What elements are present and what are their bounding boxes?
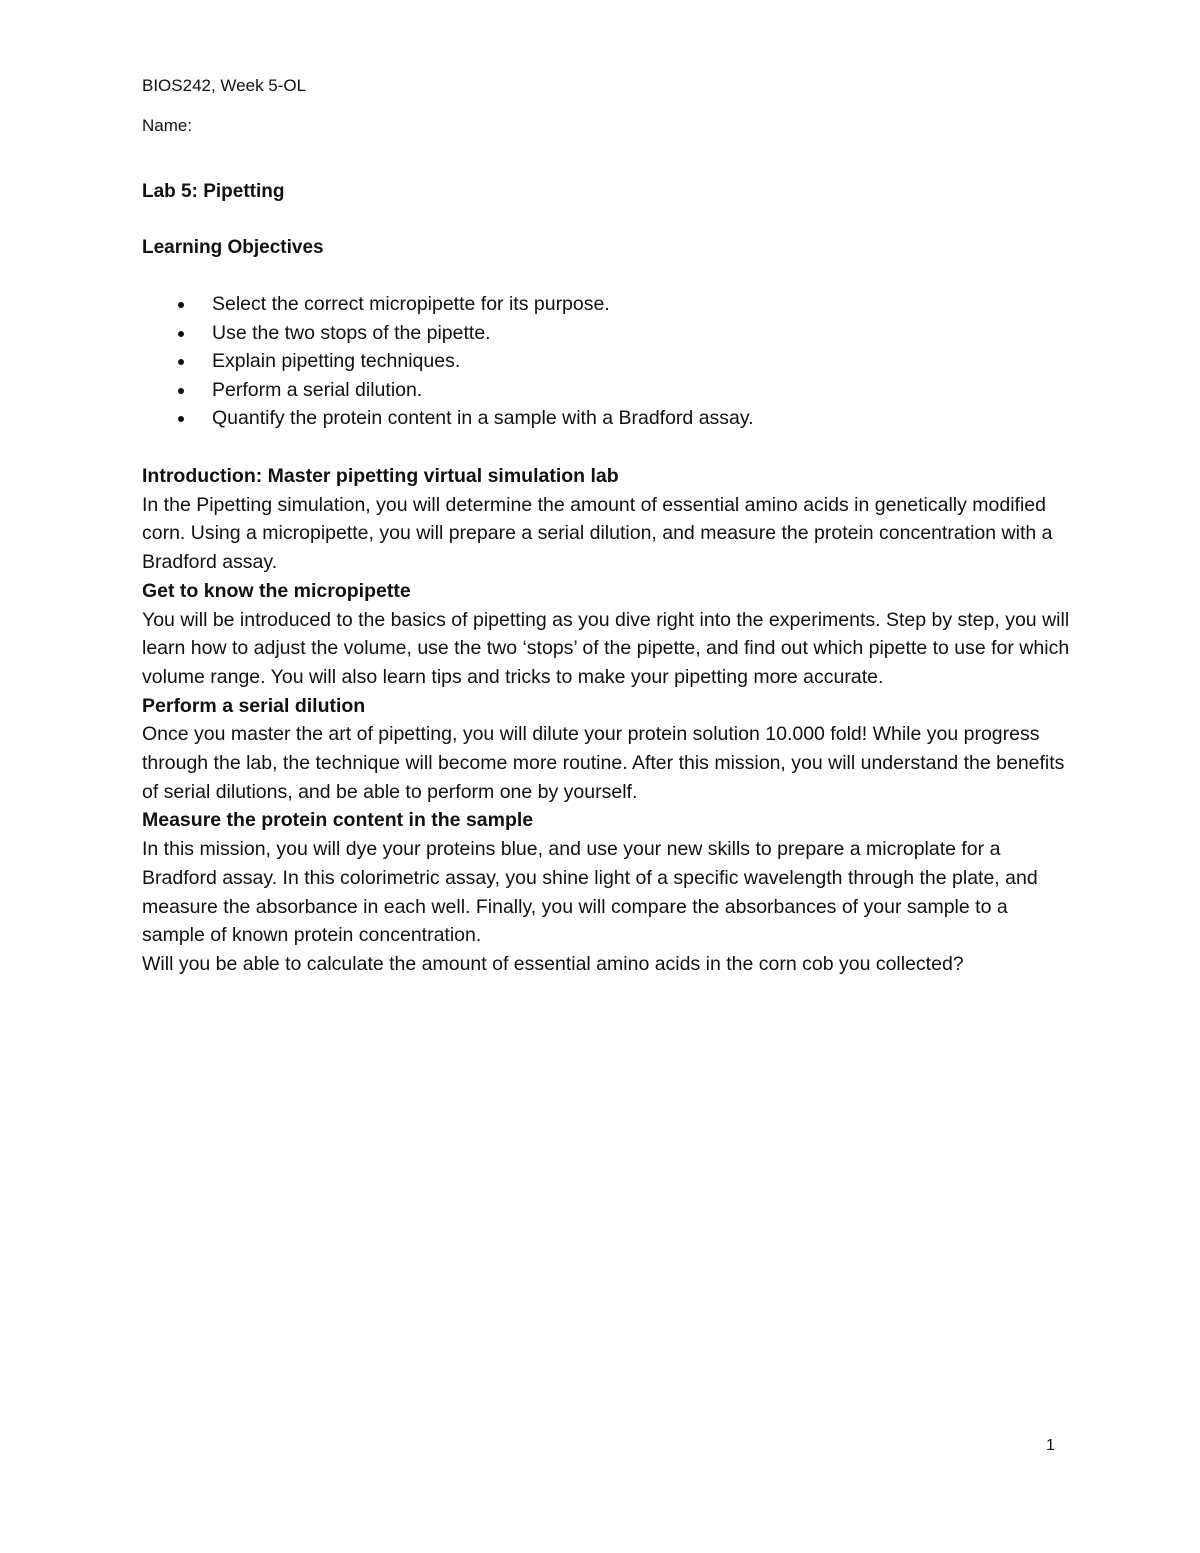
section-text-introduction: In the Pipetting simulation, you will determine the amount of essential amino acids in genetically modified corn. Using a micropipette, you will prepare a serial dilution, and measure the protein concentration with a Bradford assay. — [142, 493, 1053, 574]
objective-text: Select the correct micropipette for its purpose. — [212, 293, 610, 315]
section-heading-introduction: Introduction: Master pipetting virtual simulation lab — [142, 465, 619, 487]
section-text-micropipette: You will be introduced to the basics of pipetting as you dive right into the experiments. Step by step, you will learn how to adjust the volume, use the two ‘stops’ of the pipette, and find out which pipette to use for which volume range. You will also learn tips and tricks to make your pipetting more accurate. — [142, 608, 1070, 688]
bullet-icon — [178, 331, 184, 337]
section-text-protein-content: In this mission, you will dye your proteins blue, and use your new skills to prepare a microplate for a Bradford assay. In this colorimetric assay, you shine light of a specific wavelength through the plate, and measure the absorbance in each well. Finally, you will compare the absorbances of your sample to a sample of known protein concentration. — [142, 838, 1038, 947]
objective-item — [142, 319, 754, 348]
objective-text: Explain pipetting techniques. — [212, 350, 461, 372]
section-text-serial-dilution: Once you master the art of pipetting, you will dilute your protein solution 10.000 fold! While you progress through the lab, the technique will become more routine. After this mission, you will understand the benefits of serial dilutions, and be able to perform one by yourself. — [142, 723, 1065, 803]
objectives-list — [142, 290, 754, 433]
objective-item — [142, 290, 754, 319]
bullet-icon — [178, 416, 184, 422]
lab-title: Lab 5: Pipetting — [142, 181, 285, 202]
objective-item — [142, 347, 754, 376]
bullet-icon — [178, 388, 184, 394]
closing-question: Will you be able to calculate the amount of essential amino acids in the corn cob you collected? — [142, 952, 964, 975]
objective-item — [142, 376, 754, 405]
bullet-icon — [178, 302, 184, 308]
name-label: Name: — [142, 116, 193, 135]
bullet-icon — [178, 359, 184, 365]
section-heading-protein-content: Measure the protein content in the sample — [142, 809, 534, 832]
objective-item — [142, 404, 754, 433]
body-text-block — [142, 462, 1072, 979]
learning-objectives-heading: Learning Objectives — [142, 237, 324, 258]
objective-text: Perform a serial dilution. — [212, 378, 423, 401]
objective-text: Use the two stops of the pipette. — [212, 321, 491, 344]
section-heading-micropipette: Get to know the micropipette — [142, 579, 411, 602]
objective-text: Quantify the protein content in a sample with a Bradford assay. — [212, 407, 754, 429]
page-number: 1 — [1046, 1437, 1055, 1454]
course-header: BIOS242, Week 5-OL — [142, 76, 307, 95]
section-heading-serial-dilution: Perform a serial dilution — [142, 694, 366, 717]
